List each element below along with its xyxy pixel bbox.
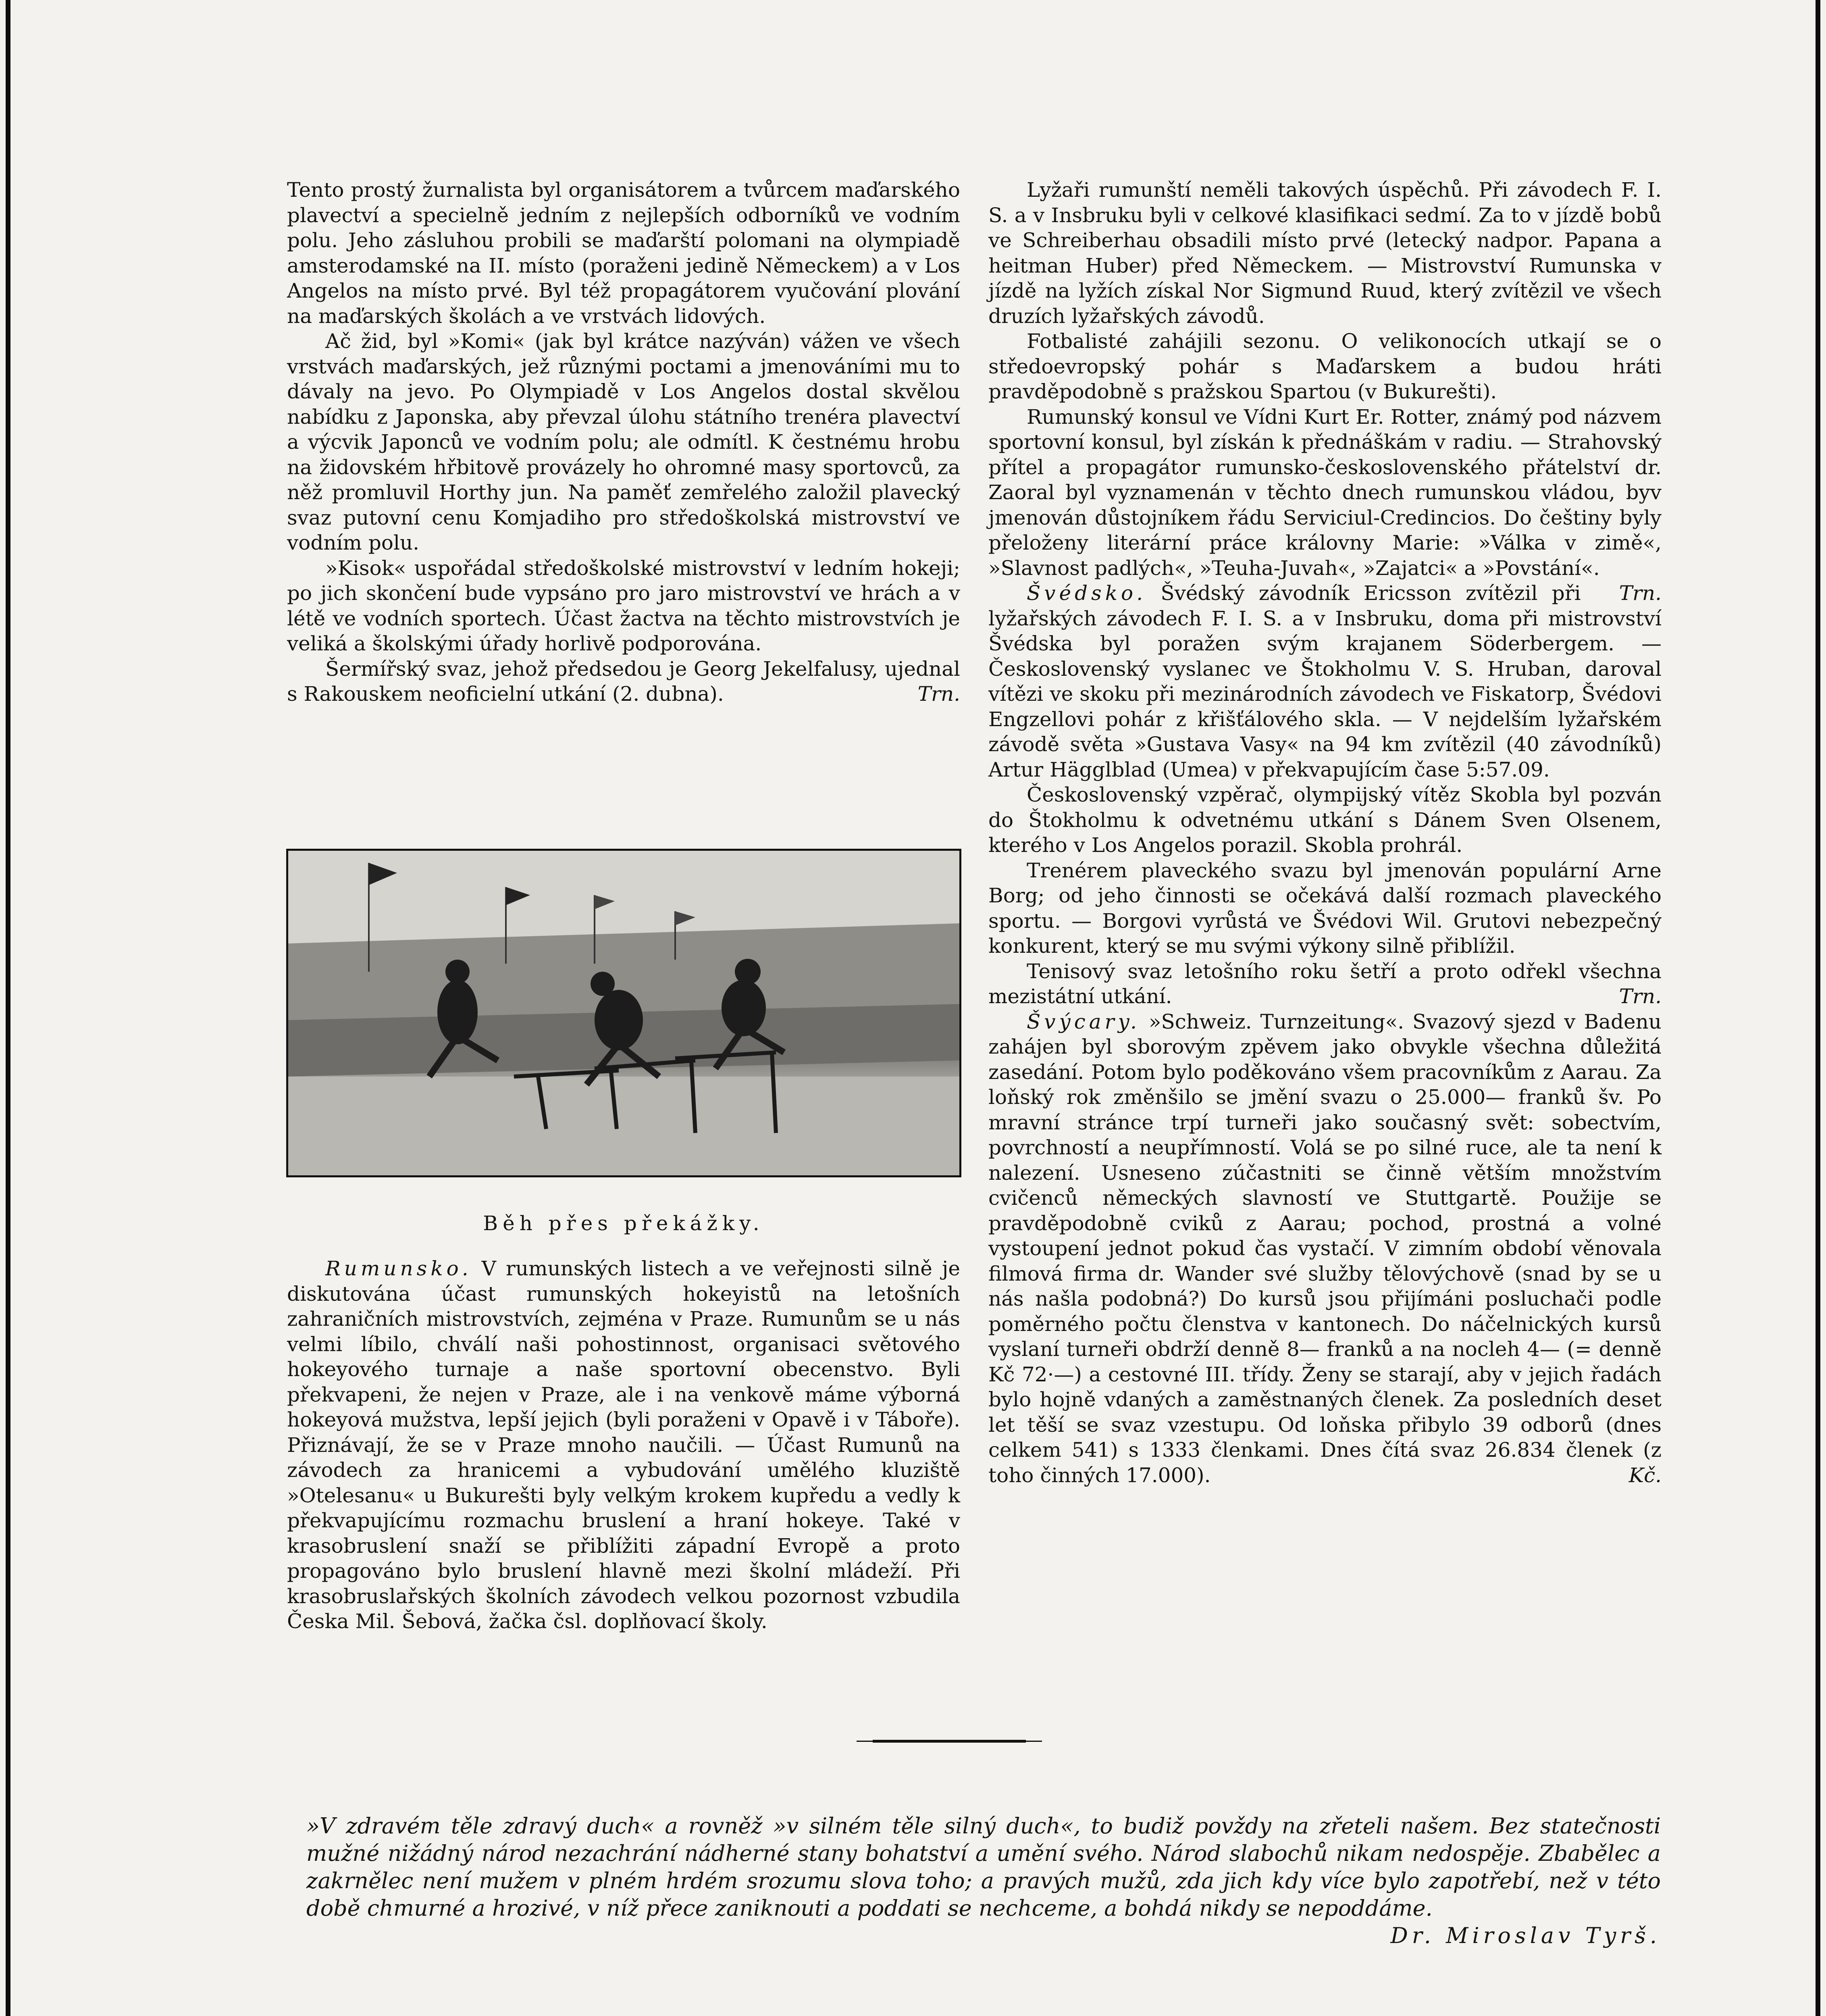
paragraph bbox=[988, 959, 1662, 1009]
paragraph: Trenérem plaveckého svazu byl jmenován populární Arne Borg; od jeho činnosti se očekává další rozmach plaveckého sportu. — Borgovi vyrůstá ve Švédovi Wil. Grutovi nebezpečný konkurent, který se mu svými výkony silně přiblížil. bbox=[988, 858, 1662, 958]
paragraph-text: Šermířský svaz, jehož předsedou je Georg Jekelfalusy, ujednal s Rakouskem neoficielní utkání (2. dubna). bbox=[287, 657, 960, 706]
signature: Trn. bbox=[1619, 581, 1662, 605]
divider-rule bbox=[873, 1740, 1026, 1743]
paragraph: »Kisok« uspořádal středoškolské mistrovství v ledním hokeji; po jich skončení bude vypsáno pro jaro mistrovství ve hrách a v létě ve vodních sportech. Účast žactva na těchto mistrovstvích je veliká a školskými úřady horlivě podporována. bbox=[287, 556, 960, 655]
hurdles-photo-illustration bbox=[288, 851, 959, 1175]
paragraph-text: Rumunský konsul ve Vídni Kurt Er. Rotter, známý pod názvem sportovní konsul, byl získán k přednáškám v radiu. — Strahovský přítel a propagátor rumunsko-československého přátelství dr. Zaoral byl vyznamenán v těchto dnech rumunskou vládou, byv jmenován důstojníkem řádu Serviciul-Credincios. Do češtiny byly přeloženy literární práce královny Marie: »Válka v zimě«, »Slavnost padlých«, »Teuha-Juvah«, »Zajatci« a »Povstání«. bbox=[988, 405, 1662, 580]
paragraph: Fotbalisté zahájili sezonu. O velikonocích utkají se o středoevropský pohár s Maďarskem a budou hráti pravděpodobně s pražskou Spartou (v Bukurešti). bbox=[988, 329, 1662, 403]
paragraph: Ač žid, byl »Komi« (jak byl krátce nazýván) vážen ve všech vrstvách maďarských, jež různými poctami a jmenováními mu to dávaly na jevo. Po Olympiadě v Los Angelos dostal skvělou nabídku z Japonska, aby převzal úlohu státního trenéra plavectví a výcvik Japonců ve vodním polu; ale odmítl. K čestnému hrobu na židovském hřbitově provázely ho ohromné masy sportovců, za něž promluvil Horthy jun. Na paměť zemřelého založil plavecký svaz putovní cenu Komjadiho pro středoškolská mistrovství ve vodním polu. bbox=[287, 329, 960, 554]
paragraph-text: V rumunských listech a ve veřejnosti silně je diskutována účast rumunských hokeyistů na letošních zahraničních mistrovstvích, zejména v Praze. Rumunům se u nás velmi líbilo, chválí naši pohostinnost, organisaci světového hokeyového turnaje a naše sportovní obecenstvo. Byli překvapeni, že nejen v Praze, ale i na venkově máme výborná hokeyová mužstva, lepší jejich (byli poraženi v Opavě i v Táboře). Přiznávají, že se v Praze mnoho naučili. — Účast Rumunů na závodech za hranicemi a vybudování umělého kluziště »Otelesanu« u Bukurešti byly velkým krokem kupředu a vedly k překvapujícímu rozmachu bruslení a hraní hokeye. Také v krasobruslení snaží se přiblížiti západní Evropě a proto propagováno bylo bruslení hlavně mezi školní mládeží. Při krasobruslařských školních závodech velkou pozornost vzbudila Česka Mil. Šebová, žačka čsl. doplňovací školy. bbox=[287, 1257, 960, 1633]
quote-text: »V zdravém těle zdravý duch« a rovněž »v silném těle silný duch«, to budiž povždy na zřeteli našem. Bez statečnosti mužné nižádný národ nezachrání nádherné stany bohatství a umění svého. Národ slabochů nikam nedospěje. Zbabělec a zakrnělec není mužem v plném hrdém srozumu slova toho; a pravých mužů, zda jich kdy více bylo zapotřebí, než v této době chmurné a hrozivé, v níž přece zaniknouti a poddati se nechceme, a bohdá nikdy se nepoddáme. bbox=[306, 1813, 1661, 1921]
section-heading: Švýcary. bbox=[1027, 1010, 1140, 1033]
signature: Trn. bbox=[917, 682, 960, 706]
paragraph: Tento prostý žurnalista byl organisátorem a tvůrcem maďarského plavectví a specielně jedním z nejlepších odborníků ve vodním polu. Jeho zásluhou probili se maďarští polomani na olympiadě amsterodamské na II. místo (poraženi jedině Německem) a v Los Angelos na místo prvé. Byl též propagátorem vyučování plování na maďarských školách a ve vrstvách lidových. bbox=[287, 178, 960, 328]
left-column bbox=[287, 177, 960, 707]
section-heading: Rumunsko. bbox=[325, 1257, 472, 1280]
quote-author: Dr. Miroslav Tyrš. bbox=[1390, 1923, 1661, 1948]
left-column-lower bbox=[287, 1256, 960, 1634]
paragraph: Československý vzpěrač, olympijský vítěz Skobla byl pozván do Štokholmu k odvetnému utkání s Dánem Sven Olsenem, kterého v Los Angelos porazil. Skobla prohrál. bbox=[988, 783, 1662, 857]
signature: Trn. bbox=[1619, 985, 1662, 1008]
section-heading: Švédsko. bbox=[1027, 581, 1147, 605]
right-column bbox=[988, 177, 1662, 1488]
tyrs-quote bbox=[306, 1812, 1661, 1949]
paragraph bbox=[988, 1009, 1662, 1488]
paragraph bbox=[287, 1256, 960, 1634]
signature: Kč. bbox=[1628, 1463, 1662, 1487]
paragraph-text: Švédský závodník Ericsson zvítězil při lyžařských závodech F. I. S. a v Insbruku, doma při mistrovství Švédska byl poražen svým krajanem Söderbergem. — Československý vyslanec ve Štokholmu V. S. Hruban, daroval vítězi ve skoku při mezinárodních závodech ve Fiskatorp, Švédovi Engzellovi pohár z křišťálového skla. — V nejdelším lyžařském závodě světa »Gustava Vasy« na 94 km zvítězil (40 závodníků) Artur Hägglblad (Umea) v překvapujícím čase 5:57.09. bbox=[988, 581, 1662, 781]
paragraph-text: Tenisový svaz letošního roku šetří a proto odřekl všechna mezistátní utkání. bbox=[988, 959, 1662, 1008]
hurdles-photo bbox=[286, 849, 961, 1177]
paragraph bbox=[287, 656, 960, 707]
photo-caption: Běh přes překážky. bbox=[483, 1212, 764, 1235]
paragraph: Lyžaři rumunští neměli takových úspěchů. Při závodech F. I. S. a v Insbruku byli v celkové klasifikaci sedmí. Za to v jízdě bobů ve Schreiberhau obsadili místo prvé (letecký nadpor. Papana a heitman Huber) před Německem. — Mistrovství Rumunska v jízdě na lyžích získal Nor Sigmund Ruud, který zvítězil ve všech druzích lyžařských závodů. bbox=[988, 178, 1662, 328]
paragraph-text: »Schweiz. Turnzeitung«. Svazový sjezd v Badenu zahájen byl sborovým zpěvem jako obvykle všechna důležitá zasedání. Potom bylo poděkováno všem pracovníkům z Aarau. Za loňský rok změnšilo se jmění svazu o 25.000— franků šv. Po mravní stránce trpí turneři jako současný svět: sobectvím, povrchností a neupřímností. Volá se po silné ruce, ale ta není k nalezení. Usneseno zúčastniti se činně větším množstvím cvičenců německých slavností ve Stuttgartě. Použije se pravděpodobně cviků z Aarau; pochod, prostná a volné vystoupení jednot pokud čas vystačí. V zimním období věnovala filmová firma dr. Wander své služby tělovýchově (snad by se u nás našla podobná?) Do kursů jsou přijímáni posluchači podle poměrného počtu členstva v kantonech. Do náčelnických kursů vyslaní turneři obdrží denně 8— franků a na nocleh 4— (= denně Kč 72·—) a cestovné III. třídy. Ženy se starají, aby v jejich řadách bylo hojně vdaných a zaměstnaných členek. Za posledních deset let těší se svaz vzestupu. Od loňska přibylo 39 odborů (dnes celkem 541) s 1333 členkami. Dnes čítá svaz 26.834 členek (z toho činných 17.000). bbox=[988, 1010, 1662, 1487]
paragraph bbox=[988, 581, 1662, 782]
